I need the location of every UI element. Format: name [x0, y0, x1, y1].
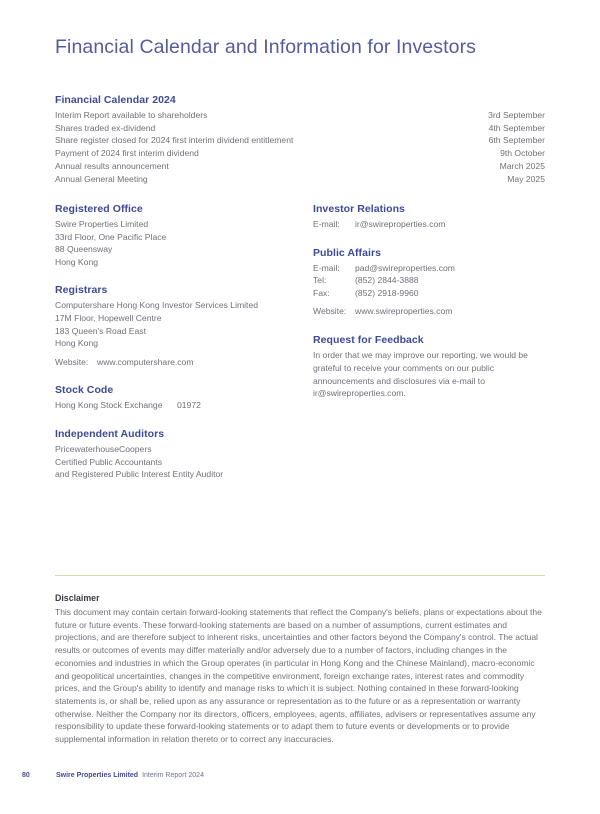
calendar-event: Share register closed for 2024 first interim dividend entitlement	[55, 135, 294, 146]
investor-relations-block	[313, 203, 553, 231]
table-row	[55, 160, 545, 173]
stock-code-heading: Stock Code	[55, 384, 114, 397]
calendar-date: March 2025	[499, 160, 545, 171]
registered-office-line: Swire Properties Limited	[55, 219, 149, 229]
right-info-column	[313, 203, 553, 400]
calendar-event: Annual General Meeting	[55, 173, 148, 184]
table-row	[55, 109, 545, 122]
table-row	[55, 134, 545, 147]
registrars-line: 17M Floor, Hopewell Centre	[55, 312, 162, 323]
registered-office-line: Hong Kong	[55, 256, 99, 267]
independent-auditors-block	[55, 428, 305, 481]
public-affairs-email-value[interactable]: pad@swireproperties.com	[355, 262, 455, 273]
public-affairs-website-label: Website:	[313, 306, 347, 317]
public-affairs-tel-label: Tel:	[313, 275, 327, 286]
public-affairs-website-value[interactable]: www.swireproperties.com	[355, 306, 453, 317]
calendar-date: 9th October	[500, 148, 545, 159]
disclaimer-section	[55, 593, 547, 746]
registered-office-heading: Registered Office	[55, 203, 143, 215]
registrars-website-value[interactable]: www.computershare.com	[97, 356, 194, 367]
financial-calendar-section	[55, 94, 545, 185]
public-affairs-email-row	[313, 262, 553, 275]
investor-relations-email-value[interactable]: ir@swireproperties.com	[355, 219, 446, 229]
left-info-column	[55, 203, 305, 481]
investor-relations-heading: Investor Relations	[313, 203, 405, 215]
public-affairs-fax-row	[313, 287, 553, 300]
section-divider	[55, 575, 545, 576]
calendar-event: Payment of 2024 first interim dividend	[55, 148, 199, 159]
calendar-event: Interim Report available to shareholders	[55, 110, 208, 120]
public-affairs-tel-value: (852) 2844-3888	[355, 275, 419, 286]
calendar-date: 4th September	[488, 122, 545, 133]
stock-code-block	[55, 384, 305, 412]
auditors-line: PricewaterhouseCoopers	[55, 443, 152, 454]
stock-exchange-name: Hong Kong Stock Exchange	[55, 400, 163, 411]
table-row	[55, 173, 545, 186]
disclaimer-body: This document may contain certain forward-looking statements that reflect the Company's beliefs, plans or expectations about the future or future events. These forward-looking statements are based on a number of assumptions, current estimates and projections, and are therefore subject to inherent risks, uncertainties and other factors beyond the Company's control. The actual results or outcomes of events may differ materially and/or adversely due to a number of factors, including changes in the economies and industries in which the Group operates (in particular in Hong Kong and the Chinese Mainland), macro-economic and geopolitical uncertainties, changes in the competitive environment, foreign exchange rates, interest rates and commodity prices, and the Group's ability to identify and manage risks to which it is subject. Nothing contained in these forward-looking statements is, or shall be, relied upon as any assurance or representation as to the future or as a representation or warranty otherwise. Neither the Company nor its directors, officers, employees, agents, affiliates, advisers or representatives assume any responsibility to update these forward-looking statements or to adapt them to future events or developments or to provide supplemental information in relation thereto or to correct any inaccuracies.	[55, 607, 542, 745]
page-footer	[22, 772, 204, 779]
request-for-feedback-block	[313, 334, 553, 400]
investor-relations-email-label: E-mail:	[313, 219, 340, 229]
auditors-line: Certified Public Accountants	[55, 456, 163, 467]
footer-page-number: 80	[22, 772, 30, 779]
table-row	[55, 122, 545, 135]
calendar-event: Annual results announcement	[55, 160, 169, 171]
public-affairs-email-label: E-mail:	[313, 262, 340, 273]
independent-auditors-heading: Independent Auditors	[55, 427, 165, 440]
stock-code-value: 01972	[177, 400, 201, 411]
calendar-event: Shares traded ex-dividend	[55, 122, 156, 133]
footer-report-name: Interim Report 2024	[142, 772, 204, 779]
page-title: Financial Calendar and Information for Investors	[55, 36, 477, 58]
auditors-line: and Registered Public Interest Entity Auditor	[55, 469, 224, 480]
calendar-date: 3rd September	[488, 110, 545, 120]
registrars-line: Computershare Hong Kong Investor Services Limited	[55, 300, 259, 311]
table-row	[55, 147, 545, 160]
public-affairs-heading: Public Affairs	[313, 246, 381, 259]
financial-calendar-heading: Financial Calendar 2024	[55, 94, 176, 106]
calendar-date: 6th September	[488, 135, 545, 146]
financial-calendar-rows	[55, 109, 545, 185]
public-affairs-website-row	[313, 305, 553, 318]
registered-office-line: 33rd Floor, One Pacific Place	[55, 231, 167, 242]
public-affairs-fax-label: Fax:	[313, 287, 330, 298]
request-for-feedback-heading: Request for Feedback	[313, 333, 424, 346]
investor-relations-email-row	[313, 218, 553, 231]
public-affairs-fax-value: (852) 2918-9960	[355, 287, 419, 298]
registered-office-block	[55, 203, 305, 268]
request-for-feedback-body: In order that we may improve our reporting, we would be grateful to receive your comments on our public announcements and disclosures via e-mail to ir@swireproperties.com.	[313, 349, 528, 399]
registrars-line: 183 Queen's Road East	[55, 325, 146, 336]
stock-code-row	[55, 399, 305, 412]
registrars-block	[55, 284, 305, 368]
public-affairs-block	[313, 247, 553, 318]
registrars-website-label: Website:	[55, 356, 89, 367]
registered-office-line: 88 Queensway	[55, 244, 113, 255]
public-affairs-tel-row	[313, 274, 553, 287]
calendar-date: May 2025	[507, 173, 545, 184]
registrars-line: Hong Kong	[55, 338, 99, 349]
registrars-website-row	[55, 356, 305, 369]
disclaimer-heading: Disclaimer	[55, 593, 100, 603]
registrars-heading: Registrars	[55, 284, 108, 297]
footer-company-name: Swire Properties Limited	[56, 772, 139, 779]
